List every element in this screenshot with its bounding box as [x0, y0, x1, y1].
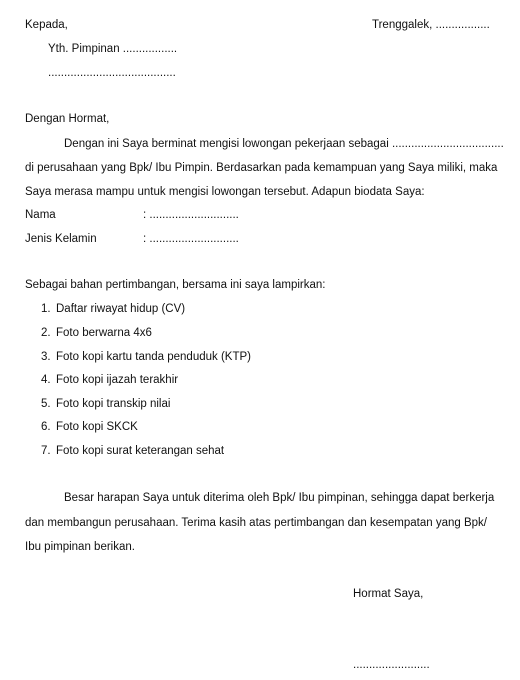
closing-line-2: dan membangun perusahaan. Terima kasih atas pertimbangan dan kesempatan yang Bpk/ — [25, 517, 487, 529]
greeting: Dengan Hormat, — [25, 113, 110, 125]
list-text: Foto kopi ijazah terakhir — [56, 374, 179, 386]
list-number: 6. — [41, 421, 51, 433]
recipient-label: Kepada, — [25, 19, 68, 31]
list-number: 3. — [41, 351, 51, 363]
list-item — [41, 326, 152, 340]
field-label-jenis-kelamin: Jenis Kelamin — [25, 233, 97, 245]
field-value-jenis-kelamin: : ............................ — [143, 233, 239, 245]
list-item — [41, 397, 170, 411]
list-text: Foto kopi SKCK — [56, 421, 138, 433]
list-item — [41, 302, 185, 316]
signature-salutation: Hormat Saya, — [353, 588, 424, 600]
list-item — [41, 373, 178, 387]
list-number: 1. — [41, 303, 51, 315]
list-number: 2. — [41, 327, 51, 339]
paragraph-1-line-2: di perusahaan yang Bpk/ Ibu Pimpin. Berdasarkan pada kemampuan yang Saya miliki, maka — [25, 162, 498, 174]
closing-line-3: Ibu pimpinan berikan. — [25, 541, 135, 553]
closing-line-1: Besar harapan Saya untuk diterima oleh Bpk/ Ibu pimpinan, sehingga dapat berkerja — [64, 492, 495, 504]
list-item — [41, 350, 251, 364]
list-text: Foto kopi transkip nilai — [56, 398, 171, 410]
field-label-nama: Nama — [25, 209, 56, 221]
addressee: Yth. Pimpinan ................. — [48, 43, 178, 55]
list-text: Foto berwarna 4x6 — [56, 327, 152, 339]
attachments-intro: Sebagai bahan pertimbangan, bersama ini saya lampirkan: — [25, 279, 326, 291]
signature-name-line: ........................ — [353, 659, 430, 671]
list-number: 5. — [41, 398, 51, 410]
list-number: 4. — [41, 374, 51, 386]
place-date: Trenggalek, ................. — [372, 19, 490, 31]
list-item — [41, 420, 138, 434]
list-text: Foto kopi kartu tanda penduduk (KTP) — [56, 351, 251, 363]
list-text: Foto kopi surat keterangan sehat — [56, 445, 225, 457]
list-text: Daftar riwayat hidup (CV) — [56, 303, 186, 315]
addressee-line2: ........................................ — [48, 67, 176, 79]
list-number: 7. — [41, 445, 51, 457]
list-item — [41, 444, 224, 458]
paragraph-1-line-3: Saya merasa mampu untuk mengisi lowongan tersebut. Adapun biodata Saya: — [25, 186, 425, 198]
paragraph-1-line-1: Dengan ini Saya berminat mengisi lowongan pekerjaan sebagai ................................... — [64, 138, 504, 150]
field-value-nama: : ............................ — [143, 209, 239, 221]
